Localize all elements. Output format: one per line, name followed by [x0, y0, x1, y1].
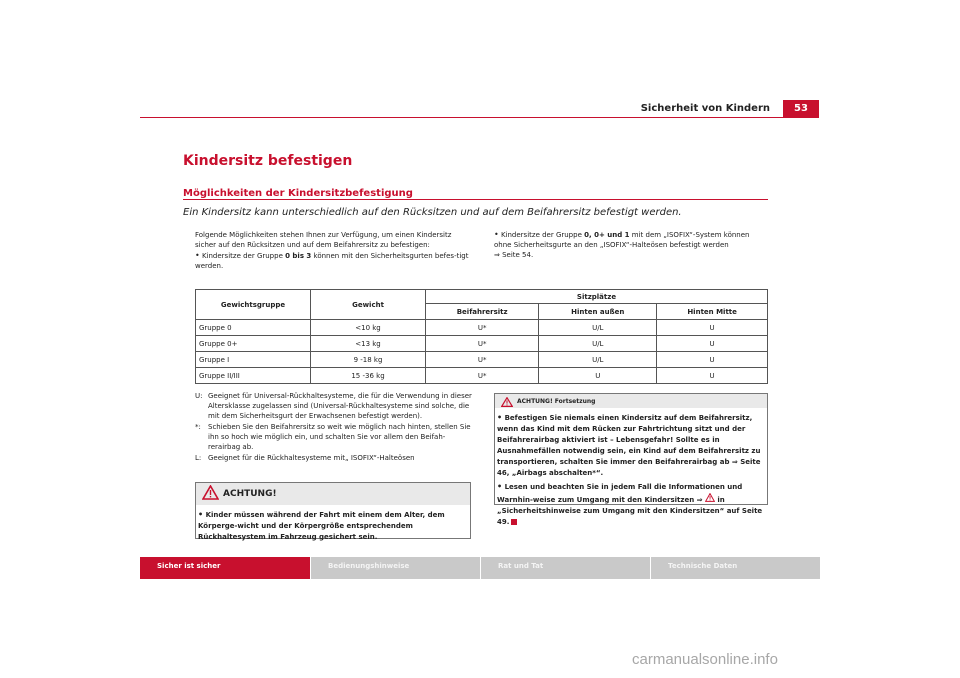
right-bullet-post: mit dem „ISOFIX“-System können ohne Sicherheitsgurte an den „ISOFIX“-Halteösen befestigt werden — [494, 231, 750, 249]
cell-front: U* — [426, 336, 539, 352]
footer-tab-bedienungshinweise[interactable]: Bedienungshinweise — [310, 557, 480, 579]
sub-rear-mid-header: Hinten Mitte — [657, 304, 768, 320]
warning-text: Lesen und beachten Sie in jedem Fall die Informationen und Warnhin-weise zum Umgang mit den Kindersitzen ⇒ — [497, 483, 743, 504]
left-bullet — [195, 251, 470, 271]
cell-front: U* — [426, 368, 539, 384]
cell-group: Gruppe I — [196, 352, 311, 368]
cell-weight: <13 kg — [311, 336, 426, 352]
warning-text: Kinder müssen während der Fahrt mit einem dem Alter, dem Körperge-wicht und der Körpergröße entsprechendem Rückhaltesystem im Fahrzeug gesichert sein. — [198, 511, 445, 541]
warning-continued-box — [494, 393, 768, 526]
col-seats-header: Sitzplätze — [426, 290, 768, 304]
left-bullet-pre: Kindersitze der Gruppe — [201, 252, 286, 260]
right-column — [494, 230, 769, 261]
cell-rear-out: U — [539, 368, 657, 384]
cell-group: Gruppe 0+ — [196, 336, 311, 352]
page-number: 53 — [783, 100, 819, 118]
table-row — [196, 352, 768, 368]
warning-header — [196, 483, 470, 505]
bullet-icon: • — [494, 230, 499, 239]
cell-front: U* — [426, 352, 539, 368]
right-bullet — [494, 230, 769, 260]
legend-item — [195, 453, 477, 463]
cell-rear-mid: U — [657, 368, 768, 384]
bullet-icon: • — [497, 482, 503, 491]
legend-key: L: — [195, 454, 202, 462]
left-bullet-post: können mit den Sicherheitsgurten befes-tigt werden. — [195, 252, 469, 270]
right-bullet-bold: 0, 0+ und 1 — [584, 231, 630, 239]
header-rule — [140, 117, 819, 118]
cell-weight: <10 kg — [311, 320, 426, 336]
legend-key: U: — [195, 392, 203, 400]
cell-rear-out: U/L — [539, 320, 657, 336]
col-weight-header: Gewicht — [311, 290, 426, 320]
cell-rear-out: U/L — [539, 352, 657, 368]
end-of-section-square-icon — [511, 519, 517, 525]
cell-weight: 15 -36 kg — [311, 368, 426, 384]
sub-front-header: Beifahrersitz — [426, 304, 539, 320]
legend — [195, 391, 477, 464]
warning-label: ACHTUNG! — [223, 489, 277, 499]
cell-front: U* — [426, 320, 539, 336]
cell-rear-out: U/L — [539, 336, 657, 352]
left-column — [195, 230, 470, 272]
warning-body — [495, 408, 767, 532]
bullet-icon: • — [198, 510, 204, 519]
warning-label: ACHTUNG! Fortsetzung — [517, 397, 596, 405]
warning-triangle-icon — [202, 485, 219, 504]
warning-header — [495, 394, 767, 408]
cell-group: Gruppe II/III — [196, 368, 311, 384]
legend-text: Geeignet für die Rückhaltesysteme mit„ ISOFIX“-Halteösen — [208, 454, 415, 462]
subsection-title: Möglichkeiten der Kindersitzbefestigung — [183, 188, 413, 199]
cell-rear-mid: U — [657, 336, 768, 352]
cell-rear-mid: U — [657, 320, 768, 336]
cell-rear-mid: U — [657, 352, 768, 368]
table-row — [196, 336, 768, 352]
warning-bullet — [497, 412, 765, 479]
legend-item — [195, 391, 477, 421]
cell-group: Gruppe 0 — [196, 320, 311, 336]
table-row — [196, 320, 768, 336]
footer-tab-sicher-ist-sicher[interactable]: Sicher ist sicher — [140, 557, 310, 579]
bullet-icon: • — [195, 251, 200, 260]
col-group-header: Gewichtsgruppe — [196, 290, 311, 320]
footer-tab-rat-und-tat[interactable]: Rat und Tat — [480, 557, 650, 579]
legend-text: Geeignet für Universal-Rückhaltesysteme, die für die Verwendung in dieser Altersklasse zugelassen sind (Universal-Rückhaltesysteme sind solche, die mit dem Sicherheitsgurt der Erwachsenen befestigt werden). — [208, 392, 472, 420]
cell-weight: 9 -18 kg — [311, 352, 426, 368]
table-row — [196, 368, 768, 384]
right-bullet-pre: Kindersitze der Gruppe — [500, 231, 585, 239]
intro-text: Ein Kindersitz kann unterschiedlich auf den Rücksitzen und auf dem Beifahrersitz befestigt werden. — [183, 207, 682, 218]
warning-body — [196, 505, 470, 547]
warning-triangle-icon — [705, 493, 715, 506]
left-paragraph: Folgende Möglichkeiten stehen Ihnen zur Verfügung, um einen Kindersitz sicher auf den Rücksitzen und auf dem Beifahrersitz zu befestigen: — [195, 231, 452, 249]
subsection-rule — [183, 199, 768, 200]
watermark: carmanualsonline.info — [632, 651, 778, 668]
seat-table — [195, 289, 768, 384]
warning-box — [195, 482, 471, 539]
footer-nav — [140, 557, 820, 579]
warning-text: Befestigen Sie niemals einen Kindersitz auf dem Beifahrersitz, wenn das Kind mit dem Rücken zur Fahrtrichtung sitzt und der Beifahrerairbag aktiviert ist – Lebensgefahr! Sollte es in Ausnahmefällen notwendig sein, ein Kind auf dem Beifahrersitz zu transportieren, schalten Sie immer den Beifahrerairbag ab ⇒ Seite 46, „Airbags abschalten*“. — [497, 414, 761, 477]
legend-item — [195, 422, 477, 452]
footer-tab-technische-daten[interactable]: Technische Daten — [650, 557, 820, 579]
legend-key: *: — [195, 423, 201, 431]
left-bullet-bold: 0 bis 3 — [285, 252, 312, 260]
warning-triangle-icon — [501, 392, 513, 411]
warning-bullet — [497, 481, 765, 528]
header-title: Sicherheit von Kindern — [640, 103, 770, 114]
bullet-icon: • — [497, 413, 503, 422]
right-bullet-ref[interactable]: ⇒ Seite 54. — [494, 251, 534, 259]
section-title: Kindersitz befestigen — [183, 153, 353, 169]
warning-text: in „Sicherheitshinweise zum Umgang mit den Kindersitzen“ auf Seite 49. — [497, 496, 763, 526]
sub-rear-out-header: Hinten außen — [539, 304, 657, 320]
legend-text: Schieben Sie den Beifahrersitz so weit wie möglich nach hinten, stellen Sie ihn so hoch wie möglich ein, und schalten Sie vor allem den Beifah-rerairbag ab. — [208, 423, 471, 451]
